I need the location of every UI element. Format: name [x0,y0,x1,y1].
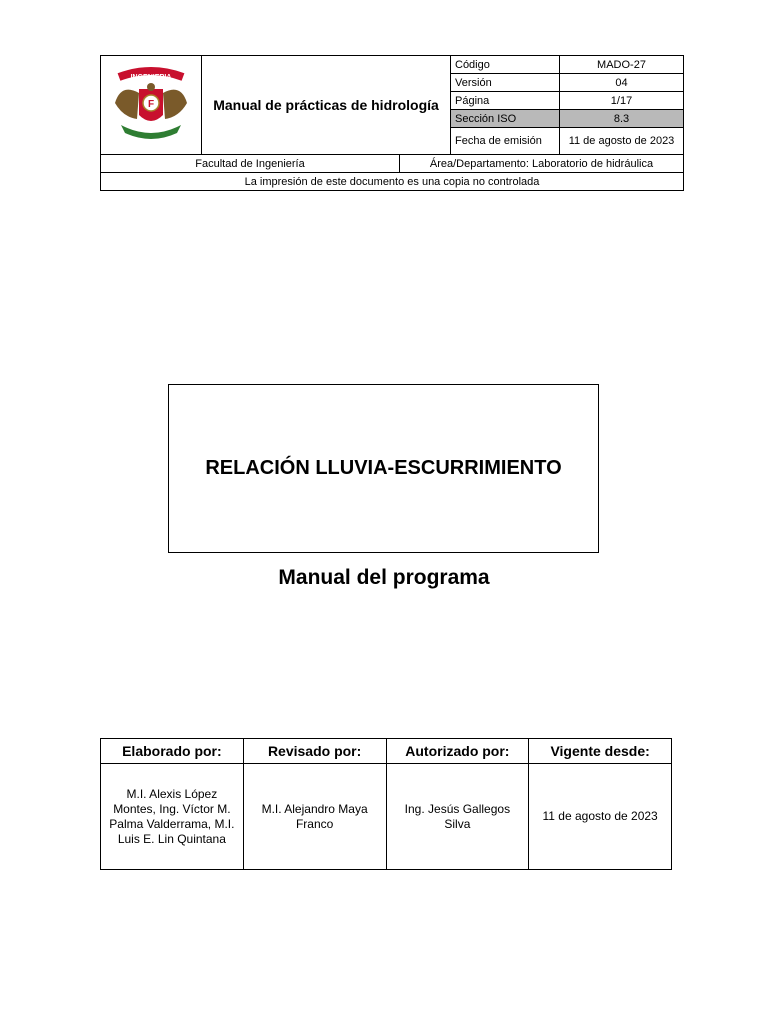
manual-title: Manual de prácticas de hidrología [202,56,451,155]
reviewed-by-name: M.I. Alejandro Maya Franco [243,764,386,870]
authorized-by-name: Ing. Jesús Gallegos Silva [386,764,529,870]
field-value-code: MADO-27 [560,56,684,74]
svg-text:F: F [147,98,155,110]
document-title-box [168,384,599,553]
notice-row [100,172,684,191]
signature-table [100,738,672,870]
header-reviewed-by: Revisado por: [243,739,386,764]
field-label-version: Versión [451,74,560,92]
document-title: RELACIÓN LLUVIA-ESCURRIMIENTO [205,457,562,479]
header-table [100,55,684,155]
field-value-issue-date: 11 de agosto de 2023 [560,128,684,155]
faculty-logo [101,56,202,155]
field-label-iso-section: Sección ISO [451,110,560,128]
field-label-code: Código [451,56,560,74]
field-value-page: 1/17 [560,92,684,110]
faculty-name: Facultad de Ingeniería [101,155,400,173]
header-authorized-by: Autorizado por: [386,739,529,764]
department-name: Área/Departamento: Laboratorio de hidráulica [400,155,684,173]
field-value-iso-section: 8.3 [560,110,684,128]
header-prepared-by: Elaborado por: [101,739,244,764]
effective-date: 11 de agosto de 2023 [529,764,672,870]
field-label-issue-date: Fecha de emisión [451,128,560,155]
faculty-row [100,154,684,173]
field-label-page: Página [451,92,560,110]
prepared-by-names: M.I. Alexis López Montes, Ing. Víctor M. Palma Valderrama, M.I. Luis E. Lin Quintana [101,764,244,870]
eagle-crest-icon [111,63,191,145]
uncontrolled-copy-notice: La impresión de este documento es una copia no controlada [101,173,684,191]
document-subtitle: Manual del programa [278,566,490,589]
svg-text:INGENIERIA: INGENIERIA [130,73,172,81]
header-effective-from: Vigente desde: [529,739,672,764]
field-value-version: 04 [560,74,684,92]
